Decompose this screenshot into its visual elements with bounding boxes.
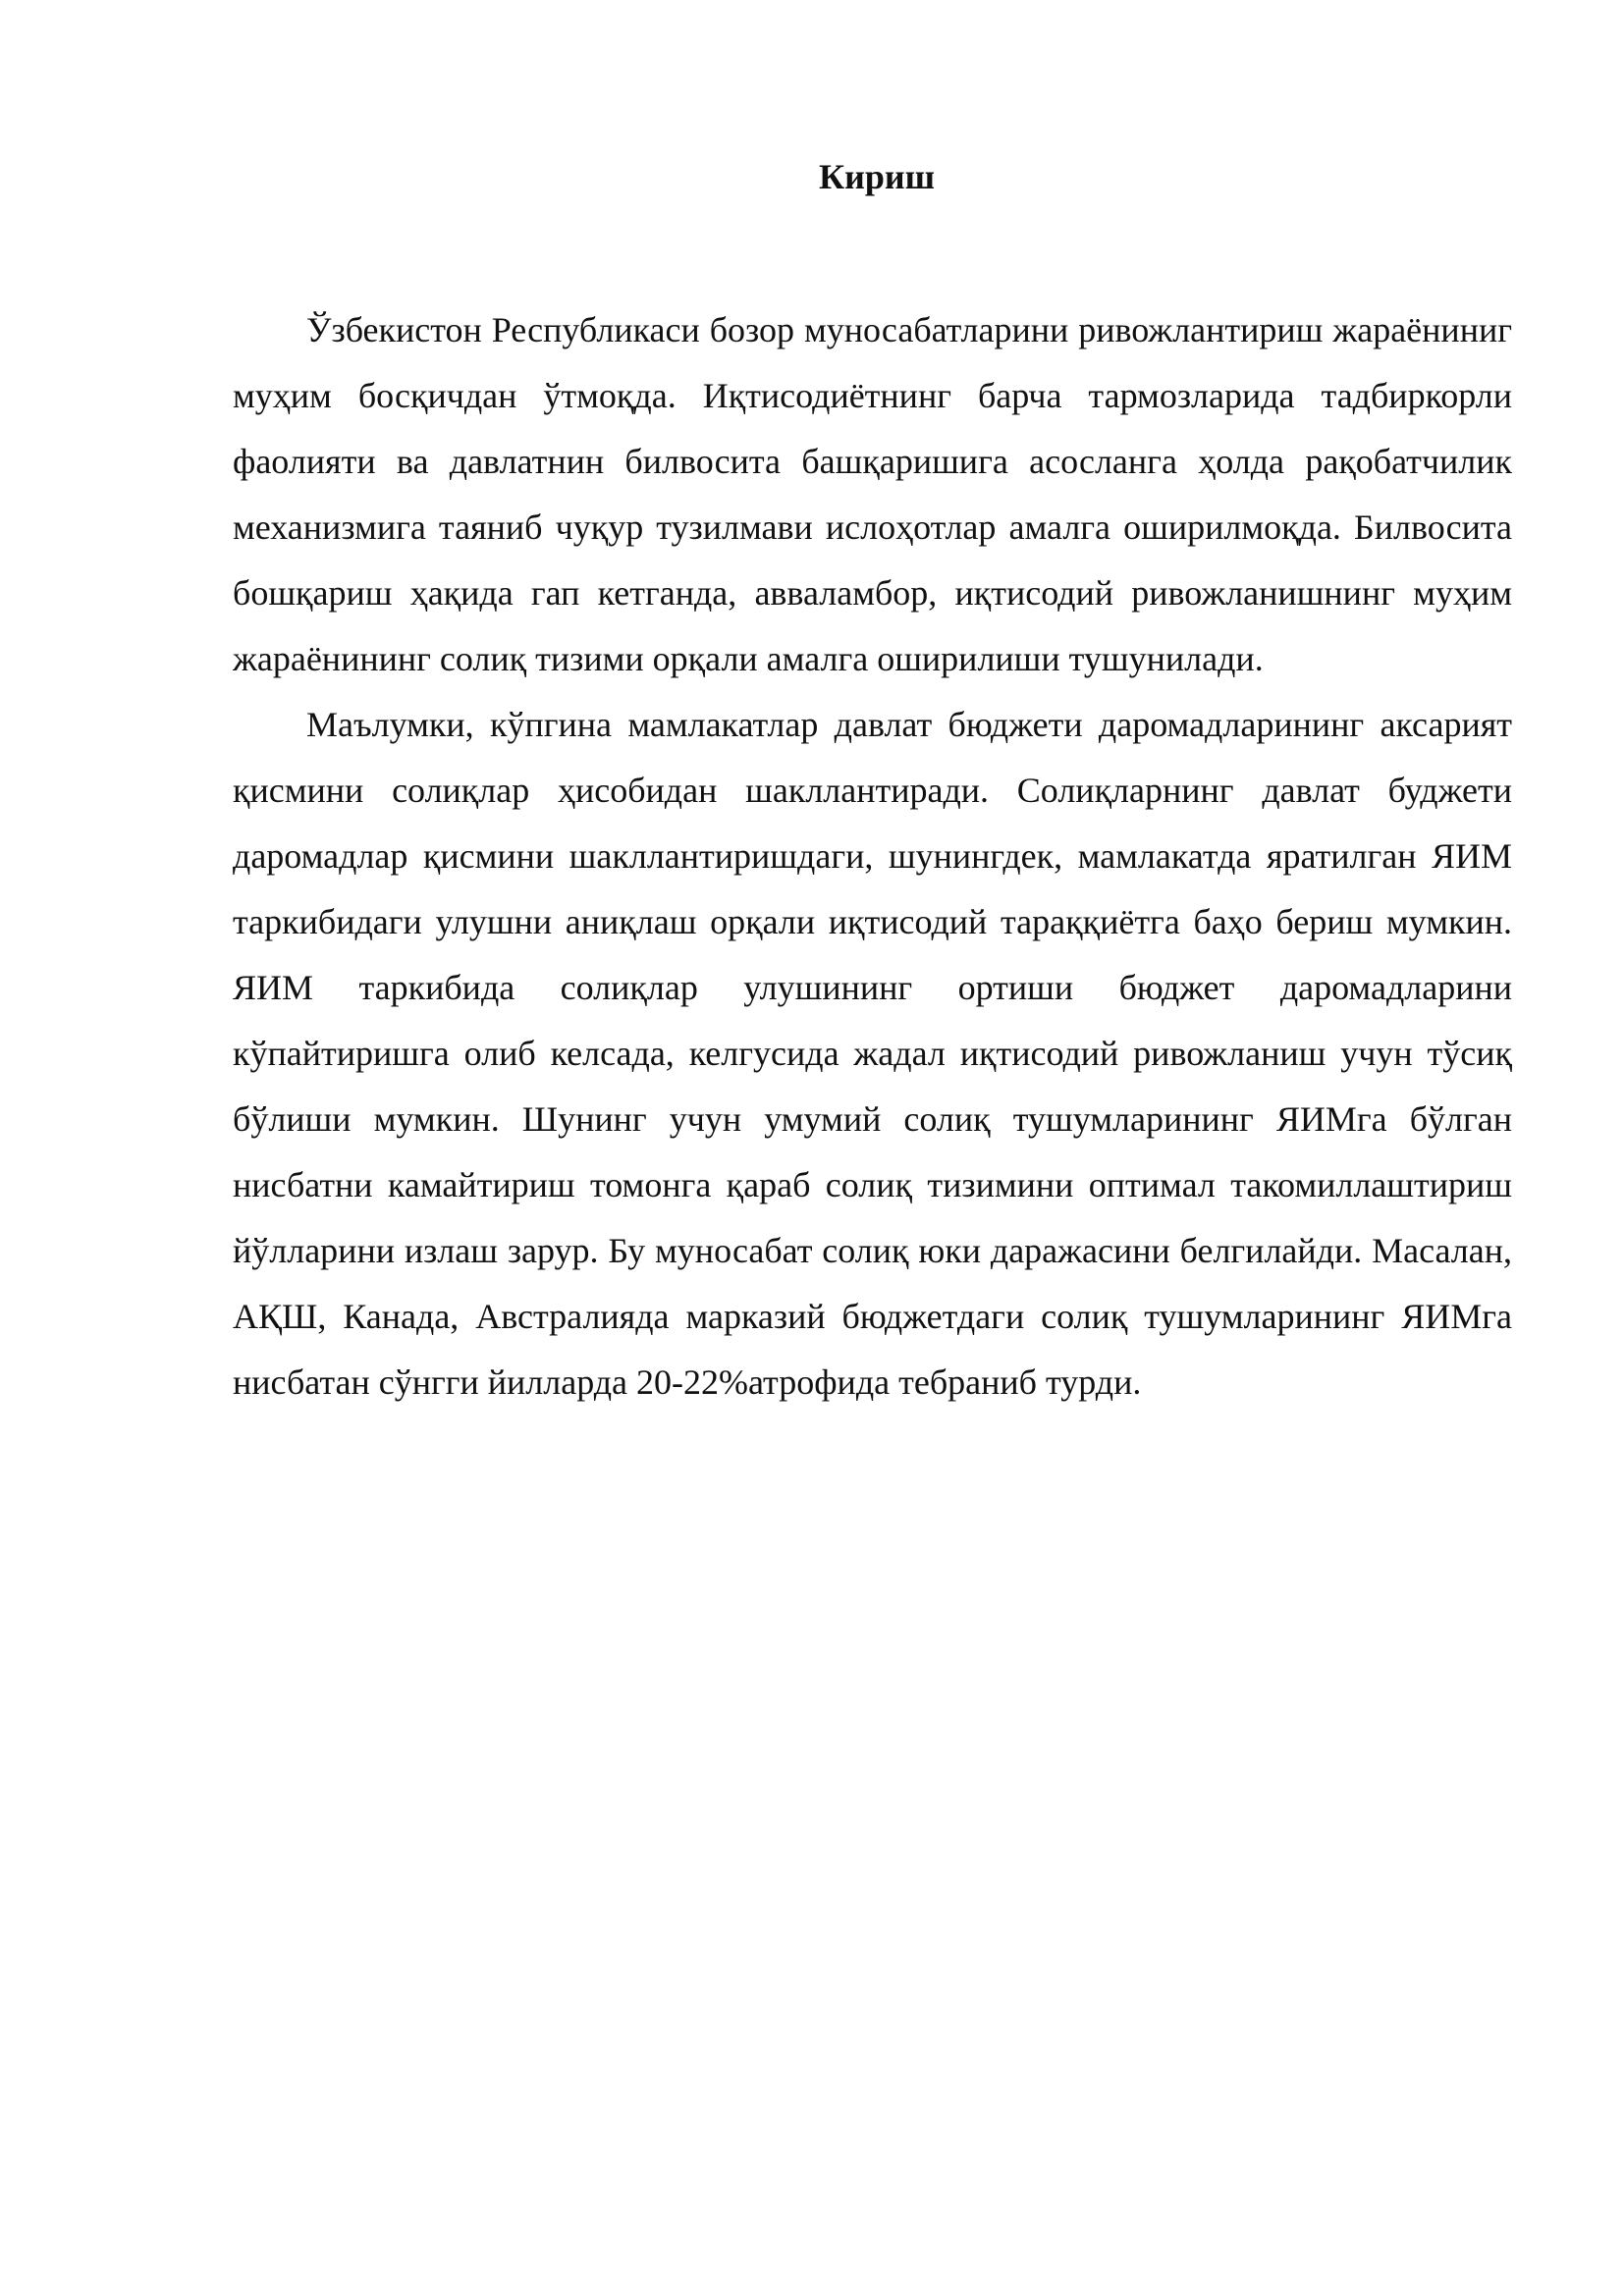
body-text	[233, 297, 1512, 1415]
page-title: Кириш	[818, 157, 935, 196]
paragraph-1: Ўзбекистон Республикаси бозор муносабатларини ривожлантириш жараёниниг муҳим босқичдан ўтмоқда. Иқтисодиётнинг барча тармозларида тадбиркорли фаолияти ва давлатнин билвосита башқаришига асосланга ҳолда рақобатчилик механизмига таяниб чуқур тузилмави ислоҳотлар амалга оширилмоқда. Билвосита бошқариш ҳақида гап кетганда, авваламбор, иқтисодий ривожланишнинг муҳим жараёнининг солиқ тизими орқали амалга оширилиши тушунилади.	[233, 310, 1512, 678]
paragraph-2: Маълумки, кўпгина мамлакатлар давлат бюджети даромадларининг аксарият қисмини солиқлар ҳисобидан шакллантиради. Солиқларнинг давлат буджети даромадлар қисмини шакллантиришдаги, шунингдек, мамлакатда яратилган ЯИМ таркибидаги улушни аниқлаш орқали иқтисодий тараққиётга баҳо бериш мумкин. ЯИМ таркибида солиқлар улушининг ортиши бюджет даромадларини кўпайтиришга олиб келсада, келгусида жадал иқтисодий ривожланиш учун тўсиқ бўлиши мумкин. Шунинг учун умумий солиқ тушумларининг ЯИМга бўлган нисбатни камайтириш томонга қараб солиқ тизимини оптимал такомиллаштириш йўлларини излаш зарур. Бу муносабат солиқ юки даражасини белгилайди. Масалан, АҚШ, Канада, Австралияда марказий бюджетдаги солиқ тушумларининг ЯИМга нисбатан сўнгги йилларда 20-22%атрофида тебраниб турди.	[233, 705, 1512, 1402]
